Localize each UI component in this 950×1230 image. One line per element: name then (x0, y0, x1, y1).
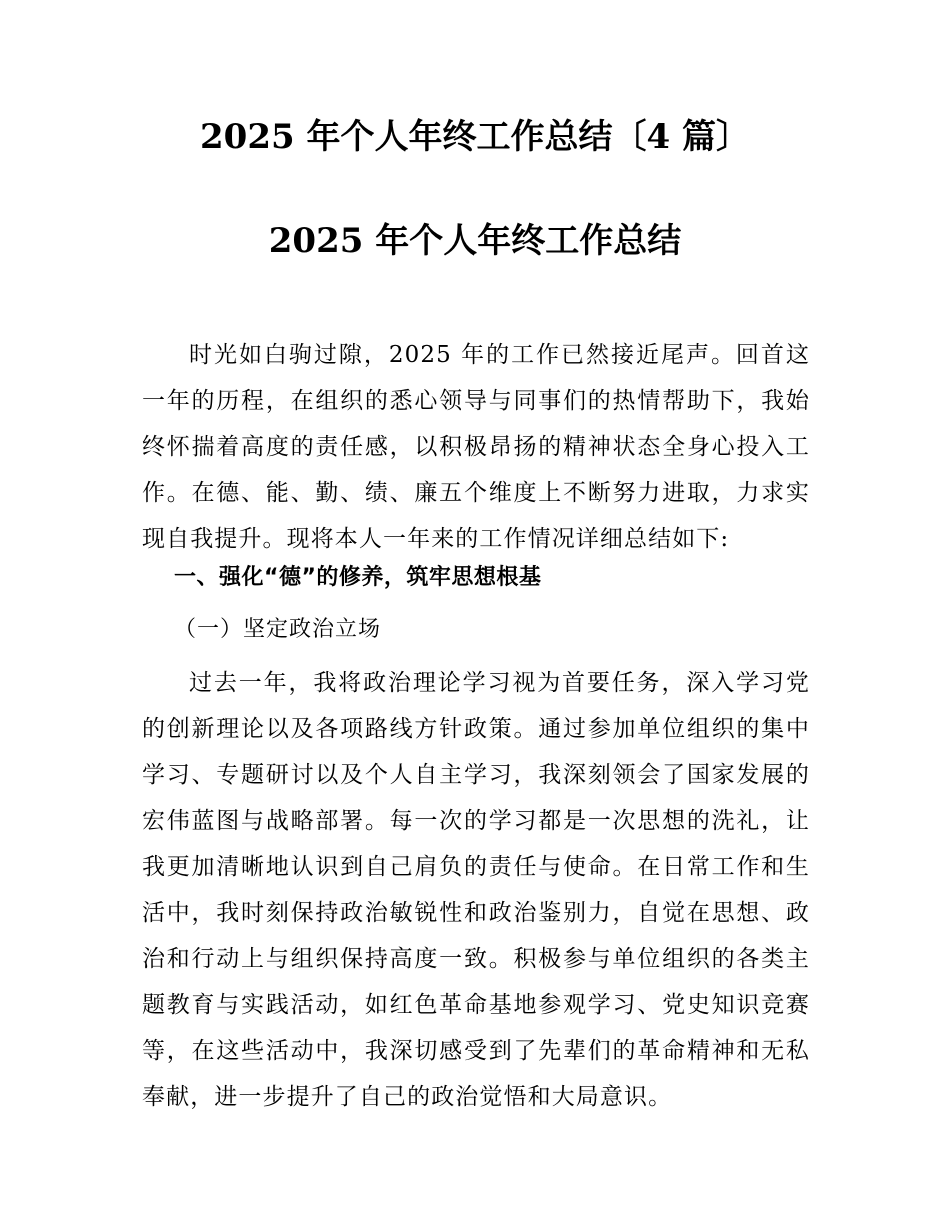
subsection-heading: （一）坚定政治立场 (174, 617, 382, 642)
intro-paragraph: 时光如白驹过隙，2025 年的工作已然接近尾声。回首这一年的历程，在组织的悉心领导与同事们的热情帮助下，我始终怀揣着高度的责任感，以积极昂扬的精神状态全身心投入工作。在德、能、勤、绩、廉五个维度上不断努力进取，力求实现自我提升。现将本人一年来的工作情况详细总结如下: (142, 342, 810, 552)
document-subtitle: 2025 年个人年终工作总结 (268, 221, 682, 261)
section-heading: 一、强化“德”的修养，筑牢思想根基 (174, 565, 542, 590)
document-main-title: 2025 年个人年终工作总结〔4 篇〕 (200, 117, 750, 157)
body-paragraph: 过去一年，我将政治理论学习视为首要任务，深入学习党的创新理论以及各项路线方针政策。通过参加单位组织的集中学习、专题研讨以及个人自主学习，我深刻领会了国家发展的宏伟蓝图与战略部署。每一次的学习都是一次思想的洗礼，让我更加清晰地认识到自己肩负的责任与使命。在日常工作和生活中，我时刻保持政治敏锐性和政治鉴别力，自觉在思想、政治和行动上与组织保持高度一致。积极参与单位组织的各类主题教育与实践活动，如红色革命基地参观学习、党史知识竞赛等，在这些活动中，我深切感受到了先辈们的革命精神和无私奉献，进一步提升了自己的政治觉悟和大局意识。 (142, 670, 810, 1110)
